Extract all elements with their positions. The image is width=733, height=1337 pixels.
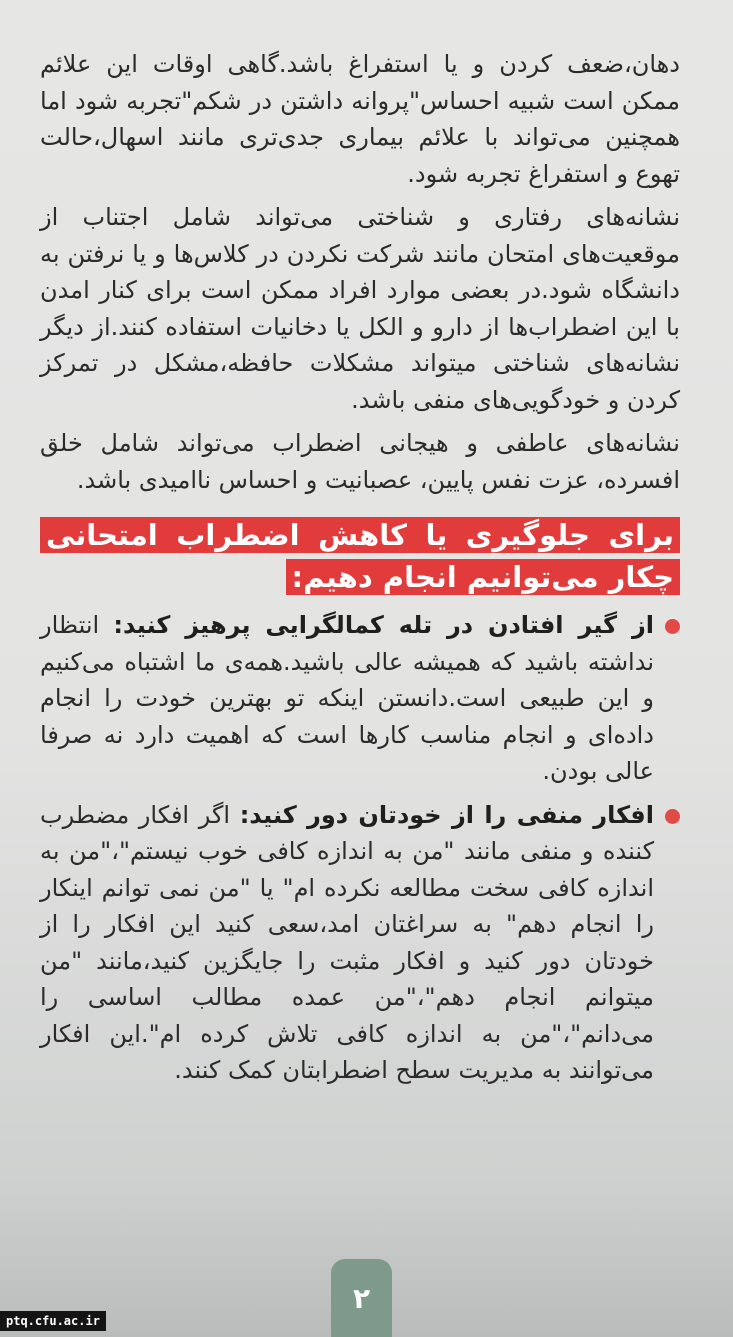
- bullet-dot-icon: [665, 809, 680, 824]
- bullet-item-perfectionism: [40, 607, 680, 790]
- page-number-tab: ۲: [331, 1259, 392, 1337]
- section-heading-text: برای جلوگیری یا کاهش اضطراب امتحانی چکار می‌توانیم انجام دهیم:: [40, 517, 680, 595]
- paragraph-physical-symptoms: دهان،ضعف کردن و یا استفراغ باشد.گاهی اوقات این علائم ممکن است شبیه احساس"پروانه داشتن در شکم"تجربه شود اما همچنین می‌تواند با علائم بیماری جدی‌تری مانند اسهال،حالت تهوع و استفراغ تجربه شود.: [40, 50, 680, 188]
- section-heading: [40, 514, 680, 598]
- bullet-text: انتظار نداشته باشید که همیشه عالی باشید.همه‌ی ما اشتباه می‌کنیم و این طبیعی است.دانستن اینکه تو بهترین خودت را انجام داده‌ای و انجام مناسب کارها است که اهمیت دارد نه صرفا عالی بودن.: [40, 611, 654, 785]
- paragraph-emotional-symptoms: نشانه‌های عاطفی و هیجانی اضطراب می‌تواند شامل خلق افسرده، عزت نفس پایین، عصبانیت و احساس ناامیدی باشد.: [40, 429, 680, 494]
- bullet-item-negative-thoughts: [40, 797, 680, 1089]
- article-body: [40, 46, 680, 1096]
- bullet-dot-icon: [665, 619, 680, 634]
- bullet-text: اگر افکار مضطرب کننده و منفی مانند "من به اندازه کافی خوب نیستم"،"من به اندازه کافی سخت مطالعه نکرده ام" یا "من نمی توانم اینکار را انجام دهم" به سراغتان امد،سعی کنید این افکار را از خودتان دور کنید و افکار مثبت را جایگزین کنید،مانند "من میتوانم انجام دهم"،"من عمده مطالب اساسی را می‌دانم"،"من به اندازه کافی تلاش کرده ام".این افکار می‌توانند به مدیریت سطح اضطرابتان کمک کنند.: [40, 800, 654, 1084]
- bullet-lead: از گیر افتادن در تله کمالگرایی پرهیز کنید:: [113, 611, 654, 639]
- paragraph-behavioral-symptoms: نشانه‌های رفتاری و شناختی می‌تواند شامل اجتناب از موقعیت‌های امتحان مانند شرکت نکردن در کلاس‌ها و یا نرفتن به دانشگاه شود.در بعضی موارد افراد ممکن است برای کنار امدن با این اضطراب‌ها از دارو و الکل یا دخانیات استفاده کنند.از دیگر نشانه‌های شناختی میتواند مشکلات حافظه،مشکل در تمرکز کردن و خودگویی‌های منفی باشد.: [40, 203, 680, 414]
- bullet-lead: افکار منفی را از خودتان دور کنید:: [239, 800, 654, 829]
- site-watermark: ptq.cfu.ac.ir: [0, 1311, 106, 1331]
